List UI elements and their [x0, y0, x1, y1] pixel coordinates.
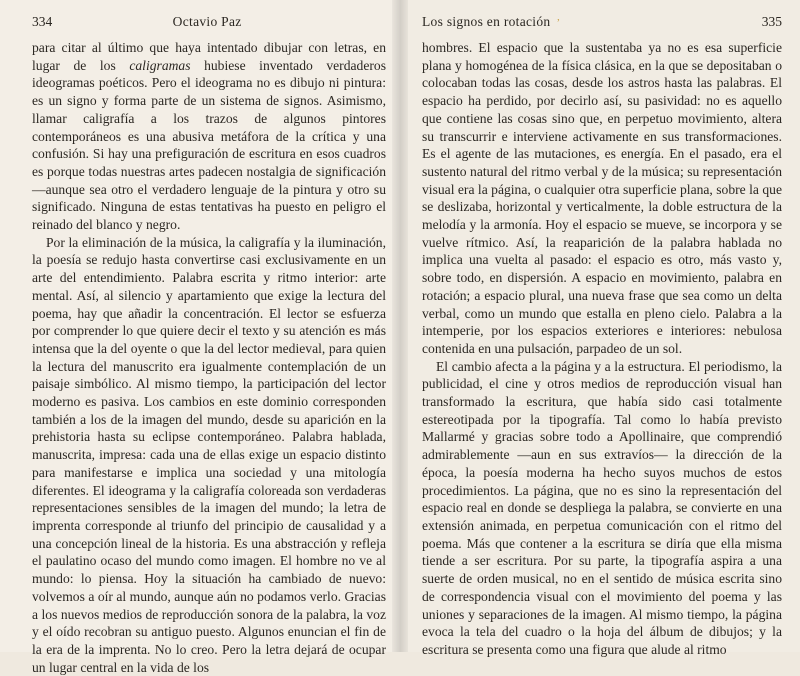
right-page — [400, 0, 800, 657]
ink-mark-icon: ʼ — [556, 17, 561, 29]
left-running-head: Octavio Paz — [172, 14, 242, 29]
book-gutter — [392, 0, 408, 652]
right-page-body — [422, 39, 782, 659]
left-page-body — [32, 39, 386, 676]
right-page-header — [422, 14, 782, 32]
left-paragraph-1: para citar al último que haya intentado dibujar con letras, en lugar de los caligramas hubiese inventado verdaderos ideogramas poéticos. Pero el ideograma no es dibujo ni pintura: es un signo y forma parte de un sistema de signos. Asimismo, llamar caligrafía a los trazos de algunos pintores contemporáneos es una abusiva metáfora de la crítica y una confusión. Si hay una prefiguración de escritura en esos cuadros es porque todas nuestras artes padecen nostalgia de significación —aunque sea otro el verdadero lenguaje de la pintura y otro su significado. Ninguna de estas tentativas ha puesto en peligro el reinado del blanco y negro. — [32, 40, 386, 233]
left-page-number: 334 — [32, 14, 53, 29]
right-running-head: Los signos en rotación — [422, 14, 551, 29]
right-paragraph-2: El cambio afecta a la página y a la estructura. El periodismo, la publicidad, el cine y otros medios de reproducción visual han transformado la escritura, que había sido casi totalmente estereotipada por la tipografía. Tal como lo había previsto Mallarmé y gracias sobre todo a Apollinaire, que comprendió admirablemente —aun en sus extravíos— la dirección de la época, la poesía moderna ha hecho suyos muchos de estos procedimientos. La página, que no es sino la representación del espacio real en donde se despliega la palabra, se convierte en una extensión animada, en perpetua comunicación con el ritmo del poema. Más que contener a la escritura se diría que ella misma tiende a ser escritura. Por su parte, la tipografía aspira a una suerte de orden musical, no en el sentido de música escrita sino de correspondencia visual con el movimiento del poema y las uniones y separaciones de la imagen. Al mismo tiempo, la página evoca la tela del cuadro o la hoja del álbum de dibujos; y la escritura se presenta como una figura que alude al ritmo — [422, 358, 782, 657]
italic-word: caligramas — [129, 57, 191, 73]
right-running-head-wrap — [422, 14, 560, 30]
right-page-number: 335 — [761, 14, 782, 29]
left-page-header — [32, 14, 386, 32]
left-page — [0, 0, 400, 675]
right-paragraph-1: hombres. El espacio que la sustentaba ya no es esa superficie plana y homogénea de la física clásica, en la que se depositaban o colocaban todas las cosas, desde los astros hasta las palabras. El espacio ha perdido, por decirlo así, su pasividad: no es aquello que contiene las cosas sino que, en perpetuo movimiento, altera su transcurrir e interviene activamente en sus transformaciones. Es el agente de las mutaciones, es energía. En el pasado, era el sustento natural del ritmo verbal y de la música; su representación visual era la página, o cualquier otra superficie plana, sobre la que se deslizaba, horizontal y verticalmente, la doble estructura de la melodía y la armonía. Hoy el espacio se mueve, se incorpora y se vuelve rítmico. Así, la reaparición de la palabra hablada no implica una vuelta al pasado: el espacio es otro, más vasto y, sobre todo, en dispersión. A espacio en movimiento, palabra en rotación; a espacio plural, una nueva frase que sea como un delta verbal, como un mundo que estalla en pleno cielo. Palabra a la intemperie, por los espacios exteriores e interiores: nebulosa contenida en una pulsación, parpadeo de un sol. — [422, 40, 782, 356]
left-paragraph-2: Por la eliminación de la música, la caligrafía y la iluminación, la poesía se redujo hasta convertirse casi exclusivamente en un arte del entendimiento. Palabra escrita y ritmo interior: arte mental. Así, al silencio y apartamiento que exige la lectura del poema, hay que añadir la concentración. El lector se esfuerza por comprender lo que quiere decir el texto y su atención es más intensa que la del oyente o que la del lector medieval, para quien la lectura del manuscrito era igualmente contemplación de un paisaje simbólico. Al mismo tiempo, la participación del lector moderno es pasiva. Los cambios en este dominio corresponden también a los de la imagen del mundo, desde su aparición en la prehistoria hasta su eclipse contemporáneo. Palabra hablada, manuscrita, impresa: cada una de ellas exige un espacio distinto para manifestarse e implica una sociedad y una mitología diferentes. El ideograma y la caligrafía coloreada son verdaderas representaciones sensibles de la imagen del mundo; la letra de imprenta corresponde al triunfo del principio de causalidad y a una concepción lineal de la historia. Es una abstracción y refleja el paulatino ocaso del mundo como imagen. El hombre no ve al mundo: lo piensa. Hoy la situación ha cambiado de nuevo: volvemos a oír al mundo, aunque aún no podamos verlo. Gracias a los nuevos medios de reproducción sonora de la palabra, la voz y el oído recobran su antiguo puesto. Algunos enuncian el fin de la era de la imprenta. No lo creo. Pero la letra dejará de ocupar un lugar central en la vida de los — [32, 234, 386, 675]
